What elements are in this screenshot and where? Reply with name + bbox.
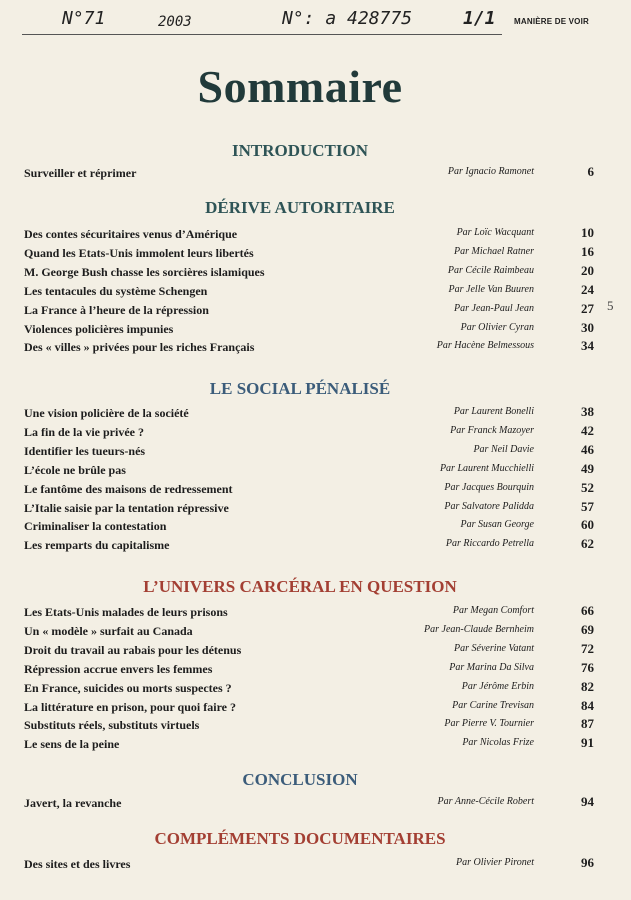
page-number: 66 bbox=[581, 603, 594, 618]
page-number: 42 bbox=[581, 422, 594, 438]
article-author: Par Hacène Belmessous bbox=[436, 340, 534, 352]
page-number: 84 bbox=[581, 697, 594, 713]
article-title: Les remparts du capitalisme bbox=[24, 538, 170, 553]
toc-entry[interactable] bbox=[24, 340, 594, 358]
article-title: Identifier les tueurs-nés bbox=[24, 443, 146, 458]
page-number: 24 bbox=[581, 281, 594, 297]
page-number: 82 bbox=[581, 678, 594, 694]
article-title: Le sens de la peine bbox=[24, 737, 120, 752]
article-author: Par Laurent Bonelli bbox=[453, 406, 534, 417]
toc-entry[interactable] bbox=[24, 519, 594, 537]
article-title: Répression accrue envers les femmes bbox=[24, 661, 213, 676]
page-number: 96 bbox=[581, 855, 594, 870]
page-number: 72 bbox=[581, 640, 594, 656]
page-number: 49 bbox=[581, 460, 594, 476]
toc-entry[interactable] bbox=[24, 697, 594, 718]
article-title: Des sites et des livres bbox=[24, 857, 131, 871]
toc-entry[interactable] bbox=[24, 538, 594, 556]
toc-entry[interactable] bbox=[24, 281, 594, 302]
article-title: M. George Bush chasse les sorcières islamiques bbox=[24, 264, 265, 279]
handwritten-issue: N°71 bbox=[62, 8, 106, 29]
article-title: La fin de la vie privée ? bbox=[24, 424, 144, 439]
toc-entry[interactable] bbox=[24, 227, 594, 245]
article-author: Par Franck Mazoyer bbox=[450, 424, 534, 436]
page-number: 46 bbox=[581, 441, 594, 457]
toc-entry[interactable] bbox=[24, 479, 594, 500]
page-number: 87 bbox=[581, 716, 594, 732]
article-author: Par Séverine Vatant bbox=[454, 642, 534, 654]
article-title: Un « modèle » surfait au Canada bbox=[24, 623, 193, 638]
toc-entry[interactable] bbox=[24, 300, 594, 321]
toc-entry[interactable] bbox=[24, 621, 594, 642]
article-author: Par Jacques Bourquin bbox=[444, 481, 534, 493]
article-author: Par Olivier Pironet bbox=[456, 857, 534, 868]
handwritten-year: 2003 bbox=[158, 14, 192, 30]
article-title: Une vision policière de la société bbox=[24, 406, 189, 420]
article-author: Par Loïc Wacquant bbox=[456, 227, 534, 238]
article-author: Par Cécile Raimbeau bbox=[447, 264, 534, 276]
section-heading: LE SOCIAL PÉNALISÉ bbox=[209, 379, 391, 398]
article-title: Les tentacules du système Schengen bbox=[24, 283, 208, 298]
toc-entry[interactable] bbox=[24, 262, 594, 283]
toc-entry[interactable] bbox=[24, 857, 594, 875]
article-title: Javert, la revanche bbox=[24, 796, 122, 810]
toc-entry[interactable] bbox=[24, 406, 594, 424]
page-number: 60 bbox=[581, 517, 594, 533]
article-title: Surveiller et réprimer bbox=[24, 166, 137, 180]
article-title: Des contes sécuritaires venus d’Amérique bbox=[24, 227, 238, 241]
toc-entry[interactable] bbox=[24, 718, 594, 736]
article-author: Par Carine Trevisan bbox=[452, 699, 534, 711]
page-number: 69 bbox=[581, 621, 594, 637]
magazine-brand: MANIÈRE DE VOIR bbox=[514, 17, 590, 26]
page-number: 91 bbox=[581, 735, 594, 751]
toc-entry[interactable] bbox=[24, 659, 594, 680]
section-heading: COMPLÉMENTS DOCUMENTAIRES bbox=[154, 829, 446, 848]
article-author: Par Pierre V. Tournier bbox=[444, 718, 534, 730]
toc-entry[interactable] bbox=[24, 166, 594, 184]
article-title: Violences policières impunies bbox=[24, 321, 174, 336]
article-title: La France à l’heure de la répression bbox=[24, 302, 209, 317]
article-author: Par Marina Da Silva bbox=[449, 661, 534, 673]
toc-entry[interactable] bbox=[24, 640, 594, 661]
article-author: Par Jean-Claude Bernheim bbox=[424, 623, 534, 635]
handwritten-fraction: 1/1 bbox=[463, 8, 496, 29]
toc-entry[interactable] bbox=[24, 498, 594, 519]
article-title: L’Italie saisie par la tentation répressive bbox=[24, 500, 229, 515]
page-number: 57 bbox=[581, 498, 594, 514]
article-title: En France, suicides ou morts suspectes ? bbox=[24, 680, 232, 695]
article-author: Par Jean-Paul Jean bbox=[454, 302, 534, 314]
article-author: Par Salvatore Palidda bbox=[444, 500, 534, 512]
section-heading: CONCLUSION bbox=[242, 770, 358, 789]
page-number: 76 bbox=[581, 659, 594, 675]
toc-entry[interactable] bbox=[24, 605, 594, 623]
article-title: La littérature en prison, pour quoi faire ? bbox=[24, 699, 237, 714]
article-author: Par Neil Davie bbox=[473, 443, 534, 455]
page-number: 10 bbox=[581, 225, 594, 240]
article-title: L’école ne brûle pas bbox=[24, 462, 126, 477]
article-author: Par Laurent Mucchielli bbox=[439, 462, 534, 474]
handwritten-catalog-number: N°: a 428775 bbox=[282, 8, 413, 29]
page-number: 6 bbox=[587, 164, 594, 179]
toc-entry[interactable] bbox=[24, 319, 594, 340]
page-number: 20 bbox=[581, 262, 594, 278]
article-author: Par Megan Comfort bbox=[452, 605, 534, 616]
toc-entry[interactable] bbox=[24, 422, 594, 443]
toc-entry[interactable] bbox=[24, 460, 594, 481]
toc-entry[interactable] bbox=[24, 243, 594, 264]
article-title: Le fantôme des maisons de redressement bbox=[24, 481, 233, 496]
page-number: 16 bbox=[581, 243, 594, 259]
article-author: Par Riccardo Petrella bbox=[445, 538, 534, 550]
page-number: 94 bbox=[581, 794, 594, 809]
article-title: Droit du travail au rabais pour les détenus bbox=[24, 642, 242, 657]
article-title: Des « villes » privées pour les riches Français bbox=[24, 340, 255, 355]
toc-entry[interactable] bbox=[24, 737, 594, 755]
section-heading: DÉRIVE AUTORITAIRE bbox=[205, 198, 395, 217]
page-number: 38 bbox=[581, 404, 594, 419]
article-author: Par Ignacio Ramonet bbox=[447, 166, 534, 177]
article-author: Par Susan George bbox=[460, 519, 534, 531]
page-number: 52 bbox=[581, 479, 594, 495]
page-number: 34 bbox=[581, 338, 594, 354]
margin-note: 5 bbox=[607, 298, 614, 313]
page-title: Sommaire bbox=[197, 61, 403, 112]
page-number: 62 bbox=[581, 536, 594, 552]
article-author: Par Anne-Cécile Robert bbox=[437, 796, 534, 807]
page-number: 27 bbox=[581, 300, 594, 316]
article-author: Par Nicolas Frize bbox=[462, 737, 534, 749]
article-title: Quand les Etats-Unis immolent leurs libertés bbox=[24, 245, 254, 260]
article-title: Criminaliser la contestation bbox=[24, 519, 167, 534]
article-author: Par Michael Ratner bbox=[454, 245, 534, 257]
toc-entry[interactable] bbox=[24, 678, 594, 699]
toc-entry[interactable] bbox=[24, 441, 594, 462]
article-title: Les Etats-Unis malades de leurs prisons bbox=[24, 605, 228, 619]
article-author: Par Jelle Van Buuren bbox=[448, 283, 534, 295]
article-title: Substituts réels, substituts virtuels bbox=[24, 718, 200, 733]
section-heading: L’UNIVERS CARCÉRAL EN QUESTION bbox=[143, 577, 457, 596]
toc-entry[interactable] bbox=[24, 796, 594, 814]
article-author: Par Jérôme Erbin bbox=[461, 680, 534, 692]
article-author: Par Olivier Cyran bbox=[460, 321, 534, 333]
page-number: 30 bbox=[581, 319, 594, 335]
header-rule bbox=[22, 34, 502, 35]
section-heading: INTRODUCTION bbox=[231, 141, 369, 160]
